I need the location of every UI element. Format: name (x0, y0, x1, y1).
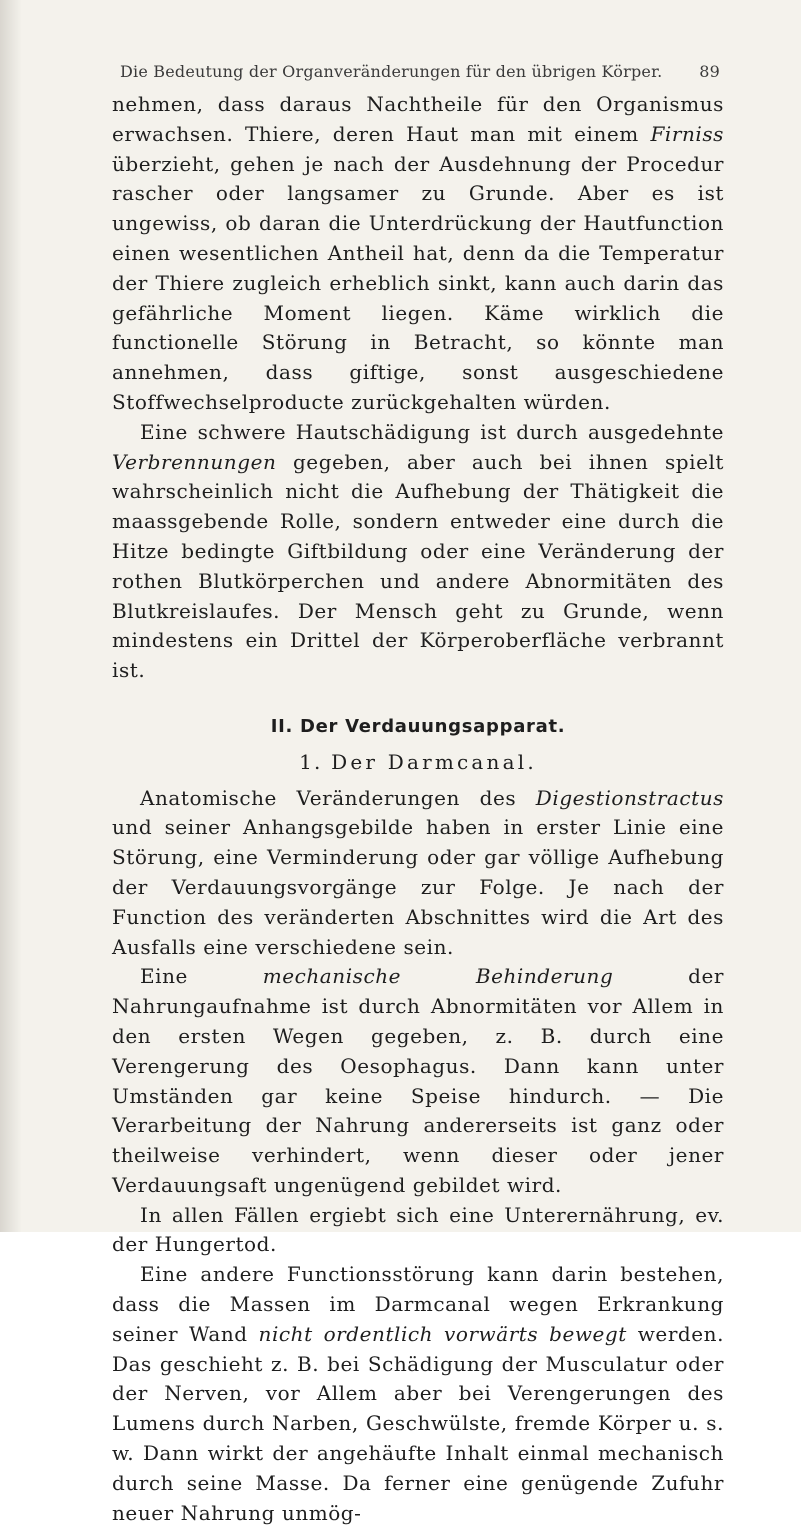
sub-heading-number: 1. (299, 749, 323, 774)
paragraph-6 (112, 1260, 724, 1528)
paragraph-6-part-a: Eine andere Functionsstörung kann darin bestehen, dass die Massen im Darmcanal wegen Erkrankung seiner Wand (112, 1262, 724, 1346)
paragraph-3-part-b: und seiner Anhangsgebilde haben in erster Linie eine Störung, eine Verminderung oder gar völlige Aufhebung der Verdauungsvorgänge zur Folge. Je nach der Function des veränderten Abschnittes wird die Art des Ausfalls eine verschiedene sein. (112, 815, 724, 959)
paragraph-3 (112, 784, 724, 963)
paragraph-4-emphasis: mechanische Behinderung (262, 964, 614, 989)
paragraph-2 (112, 418, 724, 686)
paragraph-1-part-a: nehmen, dass daraus Nachtheile für den Organismus erwachsen. Thiere, deren Haut man mit einem (112, 92, 724, 146)
paragraph-2-part-b: gegeben, aber auch bei ihnen spielt wahrscheinlich nicht die Aufhebung der Thätigkeit die maassgebende Rolle, sondern entweder eine durch die Hitze bedingte Giftbildung oder eine Veränderung der rothen Blutkörperchen und andere Abnormitäten des Blutkreislaufes. Der Mensch geht zu Grunde, wenn mindestens ein Drittel der Körperoberfläche verbrannt ist. (112, 449, 724, 683)
paragraph-2-part-a: Eine schwere Hautschädigung ist durch ausgedehnte (140, 419, 724, 444)
page-number: 89 (699, 62, 720, 81)
sub-heading-text: Der Darmcanal. (331, 749, 537, 774)
paragraph-1 (112, 90, 724, 418)
paragraph-1-part-b: überzieht, gehen je nach der Ausdehnung der Procedur rascher oder langsamer zu Grunde. Aber es ist ungewiss, ob daran die Unterdrückung der Hautfunction einen wesentlichen Antheil hat, denn da die Temperatur der Thiere zugleich erheblich sinkt, kann auch darin das gefährliche Moment liegen. Käme wirklich die functionelle Störung in Betracht, so könnte man annehmen, dass giftige, sonst ausgeschiedene Stoffwechselproducte zurückgehalten würden. (112, 151, 724, 414)
paragraph-6-part-b: werden. Das geschieht z. B. bei Schädigung der Musculatur oder der Nerven, vor Allem aber bei Verengerungen des Lumens durch Narben, Geschwülste, fremde Körper u. s. w. Dann wirkt der angehäufte Inhalt einmal mechanisch durch seine Masse. Da ferner eine genügende Zufuhr neuer Nahrung unmög- (112, 1321, 725, 1525)
paragraph-4 (112, 962, 724, 1200)
paragraph-3-part-a: Anatomische Veränderungen des (140, 785, 536, 810)
paragraph-3-emphasis: Digestionstractus (535, 785, 724, 810)
paragraph-4-part-a: Eine (140, 964, 263, 989)
body-text (112, 90, 724, 1528)
paragraph-5: In allen Fällen ergiebt sich eine Unterernährung, ev. der Hungertod. (112, 1202, 724, 1257)
paragraph-2-emphasis: Verbrennungen (112, 449, 277, 474)
sub-heading (112, 748, 724, 778)
paragraph-1-emphasis: Firniss (650, 121, 724, 146)
paragraph-6-emphasis: nicht ordentlich vorwärts bewegt (258, 1321, 627, 1346)
page-gutter-shadow (0, 0, 22, 1232)
running-title: Die Bedeutung der Organveränderungen für den übrigen Körper. (120, 62, 663, 81)
section-heading: II. Der Verdauungsapparat. (270, 715, 566, 737)
paragraph-4-part-b: der Nahrungaufnahme ist durch Abnormitäten vor Allem in den ersten Wegen gegeben, z. B. durch eine Verengerung des Oesophagus. Dann kann unter Umständen gar keine Speise hindurch. — Die Verarbeitung der Nahrung andererseits ist ganz oder theilweise verhindert, wenn dieser oder jener Verdauungsaft ungenügend gebildet wird. (112, 964, 724, 1197)
